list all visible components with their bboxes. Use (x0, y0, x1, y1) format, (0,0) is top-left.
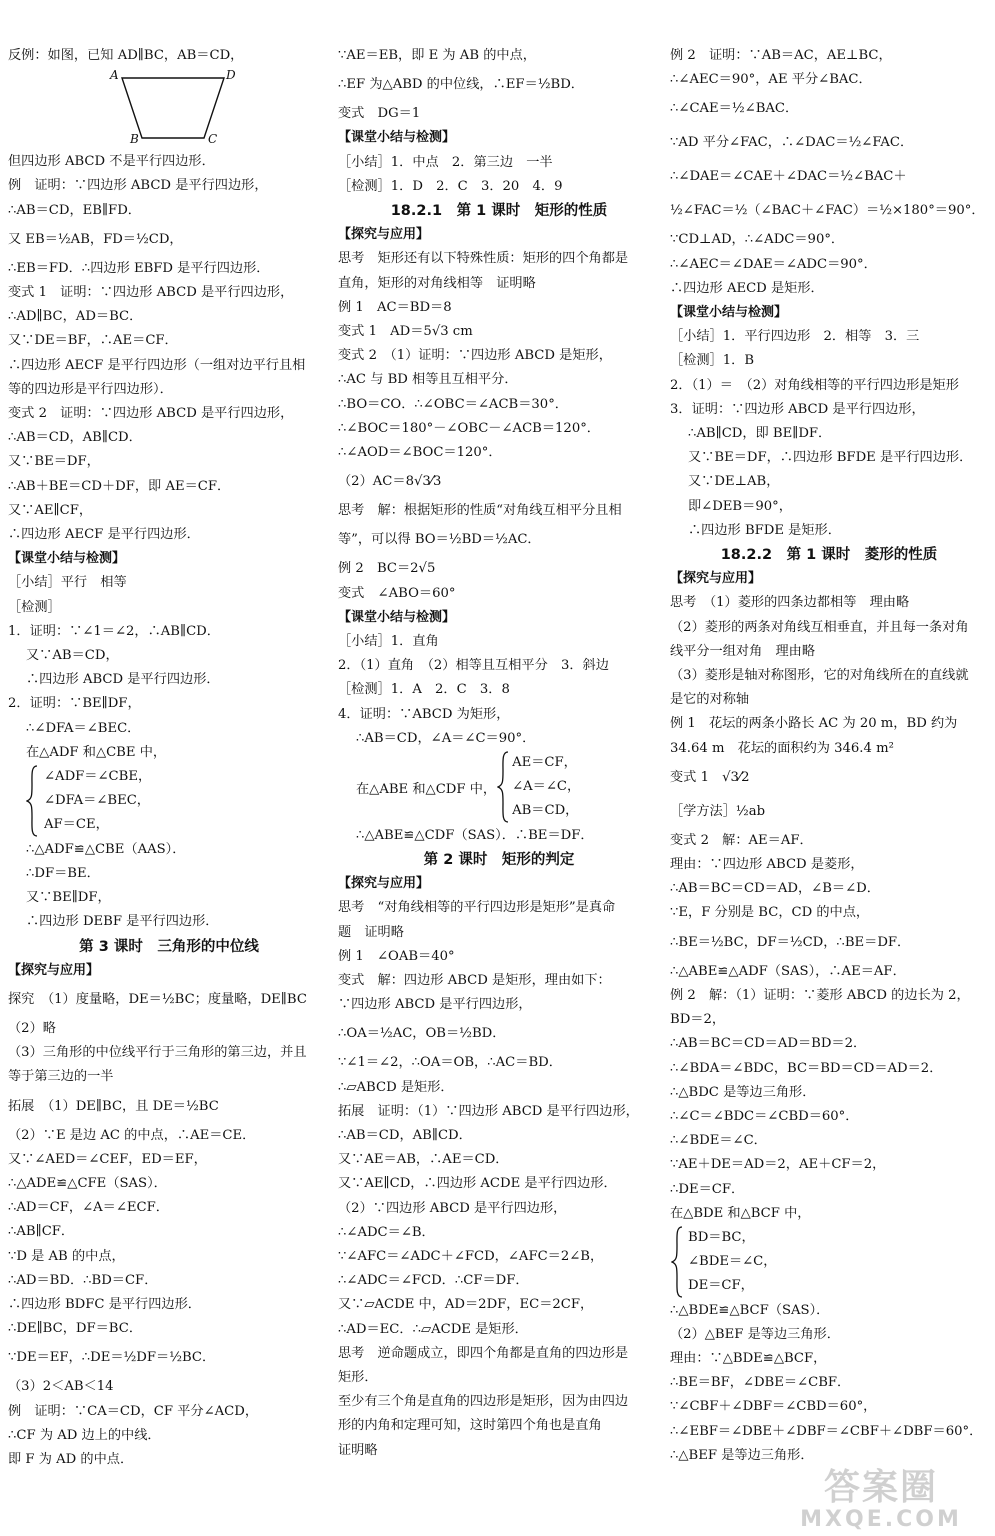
text-line: 又∵AE∥CD，∴四边形 ACDE 是平行四边形． (338, 1176, 617, 1192)
text-line: ∵AE＋DE＝AD＝2，AE＋CF＝2， (670, 1157, 886, 1173)
text-line: 又∵BE∥DF， (26, 890, 111, 906)
text-line: 思考 矩形还有以下特殊性质：矩形的四个角都是 (338, 251, 629, 267)
text-line: ∴AB＝CD，AB∥CD． (338, 1127, 472, 1143)
section-heading: 【课堂小结与检测】 (338, 609, 456, 625)
brace-system (338, 751, 660, 824)
text-line: 思考 （1）菱形的四条边都相等 理由略 (670, 595, 910, 611)
lesson-heading: 18.2.1 第 1 课时 矩形的性质 (390, 203, 608, 220)
text-line: 即 F 为 AD 的中点． (8, 1451, 134, 1467)
text-line: ∵CD⊥AD，∴∠ADC＝90°． (670, 232, 845, 248)
text-line: 等的四边形是平行四边形）． (8, 381, 173, 397)
text-line: 例 2 证明：∵AB＝AC，AE⊥BC， (670, 48, 892, 63)
section-heading: 【探究与应用】 (338, 876, 430, 892)
text-line: ∴AB∥CD，即 BE∥DF． (688, 426, 832, 442)
watermark-logo (771, 1468, 991, 1534)
text-line: ∴∠BDE＝∠C． (670, 1133, 767, 1149)
text-line: 又∵DE⊥AB， (688, 474, 780, 490)
text-line: （2）菱形的两条对角线互相垂直，并且每一条对角 (670, 619, 969, 635)
text-line: ∴DE＝CF． (670, 1181, 745, 1197)
text-line: 反例：如图，已知 AD∥BC，AB＝CD， (8, 48, 244, 63)
text-line: ∴∠AEC＝90°，AE 平分∠BAC． (670, 72, 872, 88)
text-line: 等于第三边的一半 (8, 1069, 114, 1085)
text-line: ∵DE＝EF，∴DE＝½DF＝½BC． (8, 1350, 216, 1366)
text-line: ∠BDE＝∠C， (688, 1254, 777, 1270)
text-line: 理由：∵△BDE≌△BCF， (670, 1350, 827, 1366)
text-line: ∴▱ABCD 是矩形． (338, 1079, 454, 1095)
text-line: 直角，矩形的对角线相等 证明略 (338, 275, 536, 291)
text-line: ∵∠1＝∠2，∴OA＝OB，∴AC＝BD． (338, 1055, 562, 1071)
text-line: 思考 解：根据矩形的性质“对角线互相平分且相 (338, 503, 622, 519)
text-line: ∴BE＝BF，∠DBE＝∠CBF． (670, 1375, 851, 1391)
text-line: ［检测］ (8, 599, 61, 615)
text-line: ∴∠EBF＝∠DBE＋∠DBF＝∠CBF＋∠DBF＝60°． (670, 1423, 983, 1439)
text-line: ∴四边形 AECF 是平行四边形． (8, 527, 200, 543)
text-line: 变式 1 AD＝5√3 cm (338, 324, 473, 340)
text-line: ∴AB∥CF． (8, 1224, 75, 1240)
text-line: ［检测］1．A 2．C 3．8 (338, 682, 510, 698)
text-line: 1．证明：∵∠1＝∠2，∴AB∥CD． (8, 623, 220, 639)
text-line: ∴四边形 BFDE 是矩形． (688, 522, 841, 538)
vertex-label: A (110, 68, 119, 83)
text-line: 2．（1）＝ （2）对角线相等的平行四边形是矩形 (670, 377, 959, 393)
text-line: ∵∠AFC＝∠ADC＋∠FCD，∠AFC＝2∠B， (338, 1248, 604, 1264)
text-line: ∴AC 与 BD 相等且互相平分． (338, 372, 518, 388)
text-line: ［检测］1．B (670, 353, 755, 369)
text-line: 变式 1 √3⁄2 (670, 769, 750, 785)
vertex-label: D (226, 68, 236, 83)
text-line: 又∵AE∥CF， (8, 502, 93, 518)
text-line: 3．证明：∵四边形 ABCD 是平行四边形， (670, 401, 925, 417)
text-line: ［小结］平行 相等 (8, 575, 127, 591)
section-heading: 【课堂小结与检测】 (670, 305, 788, 321)
text-line: ∵E，F 分别是 BC，CD 的中点， (670, 905, 870, 921)
text-line: 证明略 (338, 1442, 378, 1458)
text-line: 变式 2 证明：∵四边形 ABCD 是平行四边形， (8, 406, 294, 422)
brace-icon (26, 765, 38, 837)
text-line: ∴DE∥BC，DF＝BC． (8, 1321, 143, 1337)
text-line: ∵D 是 AB 的中点， (8, 1248, 125, 1264)
text-line: （2）△BEF 是等边三角形． (670, 1326, 840, 1342)
text-line: ［小结］1．直角 (338, 634, 439, 650)
section-heading: 【课堂小结与检测】 (8, 551, 126, 567)
text-line: 变式 DG＝1 (338, 106, 421, 122)
text-line: ∴DF＝BE． (26, 865, 100, 881)
text-line: 思考 逆命题成立，即四个角都是直角的四边形是 (338, 1345, 629, 1361)
vertex-label: B (130, 132, 139, 147)
text-line: ∴△BDC 是等边三角形． (670, 1084, 816, 1100)
text-line: 拓展 证明：（1）∵四边形 ABCD 是平行四边形， (338, 1103, 639, 1119)
trapezoid-figure (108, 68, 248, 150)
text-line: ∴OA＝½AC，OB＝½BD． (338, 1026, 506, 1042)
text-line: ∴AB＋BE＝CD＋DF，即 AE＝CF． (8, 478, 231, 494)
text-line: ∠ADF＝∠CBE， (44, 769, 152, 785)
text-line: 例 2 BC＝2√5 (338, 561, 436, 577)
text-line: 理由：∵四边形 ABCD 是菱形， (670, 857, 864, 873)
column-3 (670, 44, 988, 1468)
text-line: ∴AD＝CF，∠A＝∠ECF． (8, 1200, 169, 1216)
text-line: AB＝CD， (512, 803, 579, 819)
text-line: 变式 1 证明：∵四边形 ABCD 是平行四边形， (8, 285, 294, 301)
text-line: AF＝CE， (44, 817, 109, 833)
text-line: ∵AD 平分∠FAC，∴∠DAC＝½∠FAC． (670, 135, 914, 151)
text-line: 2．证明：∵BE∥DF， (8, 696, 141, 712)
text-line: ∴AB＝CD，AB∥CD． (8, 430, 142, 446)
vertex-label: C (208, 132, 218, 147)
text-line: 题 证明略 (338, 924, 404, 940)
text-line: ∴∠ADC＝∠B． (338, 1224, 435, 1240)
text-line: ∴△ADE≌△CFE（SAS）． (8, 1175, 167, 1191)
text-line: ∴AB＝CD，∠A＝∠C＝90°． (356, 730, 536, 746)
text-line: ∴∠AOD＝∠BOC＝120°． (338, 445, 502, 461)
text-line: ∴∠C＝∠BDC＝∠CBD＝60°． (670, 1108, 859, 1124)
text-line: 是它的对称轴 (670, 692, 750, 708)
brace-icon (671, 1226, 683, 1298)
text-line: （2）∵E 是边 AC 的中点，∴AE＝CE． (8, 1127, 256, 1143)
text-line: ∴△ADF≌△CBE（AAS）． (26, 841, 186, 857)
text-line: ∴AB＝BC＝CD＝AD，∠B＝∠D． (670, 881, 880, 897)
text-line: ∴∠BOC＝180°－∠OBC－∠ACB＝120°． (338, 420, 600, 436)
brace-system (670, 1226, 988, 1299)
text-line: ∴△ABE≌△ADF（SAS），∴AE＝AF． (670, 963, 906, 979)
text-line: ∴CF 为 AD 边上的中线． (8, 1427, 161, 1443)
lesson-heading: 第 3 课时 三角形的中位线 (79, 938, 259, 955)
text-line: ∴∠DFA＝∠BEC． (26, 720, 141, 736)
text-line: 2．（1）直角 （2）相等且互相平分 3．斜边 (338, 658, 609, 674)
watermark-text: 答案圈 (823, 1467, 938, 1508)
text-line: ∠DFA＝∠BEC， (44, 793, 150, 809)
text-line: 又∵AE＝AB，∴AE＝CD． (338, 1152, 509, 1168)
text-line: 又∵AB＝CD， (26, 648, 119, 664)
text-line: （2）略 (8, 1020, 56, 1036)
text-line: 又∵∠AED＝∠CEF，ED＝EF， (8, 1151, 207, 1167)
text-line: （3）2＜AB＜14 (8, 1379, 114, 1395)
text-line: 又∵DE＝BF，∴AE＝CF． (8, 333, 178, 349)
text-line: 又∵BE＝DF， (8, 454, 100, 470)
text-line: ½∠FAC＝½（∠BAC＋∠FAC）＝½×180°＝90°． (670, 203, 985, 219)
text-line: ∴∠BDA＝∠BDC，BC＝BD＝CD＝AD＝2． (670, 1060, 943, 1076)
text-line: DE＝CF， (688, 1278, 754, 1294)
section-heading: 【探究与应用】 (8, 962, 100, 978)
text-line: 线平分一组对角 理由略 (670, 643, 816, 659)
brace-system (8, 765, 330, 838)
text-line: 又 EB＝½AB，FD＝½CD， (8, 231, 183, 247)
text-line: 例 1 花坛的两条小路长 AC 为 20 m，BD 约为 (670, 716, 958, 732)
text-line: 即∠DEB＝90°， (688, 498, 792, 514)
text-line: ∴四边形 BDFC 是平行四边形． (8, 1296, 201, 1312)
text-line: 4．证明：∵ABCD 为矩形， (338, 706, 510, 722)
lesson-heading: 第 2 课时 矩形的判定 (423, 851, 575, 868)
text-line: ∴AD＝BD．∴BD＝CF． (8, 1272, 158, 1288)
text-line: ∴∠CAE＝½∠BAC． (670, 101, 799, 117)
text-line: 在△BDE 和△BCF 中， (670, 1205, 811, 1221)
brace-icon (497, 751, 509, 823)
text-line: ∴EB＝FD．∴四边形 EBFD 是平行四边形． (8, 260, 270, 276)
text-line: ∴△BEF 是等边三角形． (670, 1447, 814, 1463)
text-line: 变式 2 解：AE＝AF． (670, 832, 813, 848)
text-line: 探究 （1）度量略，DE＝½BC；度量略，DE∥BC (8, 991, 307, 1007)
text-line: 形的内角和定理可知，这时第四个角也是直角 (338, 1418, 602, 1434)
text-line: ∵AE＝EB，即 E 为 AB 的中点， (338, 48, 536, 63)
text-line: ∵四边形 ABCD 是平行四边形， (338, 997, 532, 1013)
text-line: 34.64 m 花坛的面积约为 346.4 m² (670, 740, 894, 756)
text-line: ∴AD∥BC，AD＝BC． (8, 309, 143, 325)
text-line: ∴∠DAE＝∠CAE＋∠DAC＝½∠BAC＋ (670, 169, 907, 185)
text-line: 例 证明：∵CA＝CD，CF 平分∠ACD， (8, 1403, 259, 1419)
text-line: 至少有三个角是直角的四边形是矩形，因为由四边 (338, 1394, 629, 1410)
brace-label: 在△ABE 和△CDF 中， (356, 781, 497, 797)
text-line: ［小结］1．中点 2．第三边 一半 (338, 154, 553, 170)
section-heading: 【探究与应用】 (670, 571, 762, 587)
text-line: ∴BE＝½BC，DF＝½CD，∴BE＝DF． (670, 934, 911, 950)
watermark-url: MXQE.COM (800, 1507, 962, 1532)
text-line: ∴∠ADC＝∠FCD．∴CF＝DF． (338, 1273, 529, 1289)
text-line: ∴△BDE≌△BCF（SAS）． (670, 1302, 830, 1318)
column-1 (8, 44, 330, 1472)
text-line: （3）三角形的中位线平行于三角形的第三边，并且 (8, 1045, 307, 1061)
text-line: ∴四边形 ABCD 是平行四边形． (26, 672, 220, 688)
lesson-heading: 18.2.2 第 1 课时 菱形的性质 (720, 547, 938, 564)
text-line: 例 1 AC＝BD＝8 (338, 299, 452, 315)
text-line: ∵∠CBF＋∠DBF＝∠CBD＝60°， (670, 1399, 877, 1415)
text-line: ∴四边形 DEBF 是平行四边形． (26, 914, 219, 930)
text-line: AE＝CF， (512, 755, 577, 771)
text-line: ∴△ABE≌△CDF（SAS）．∴BE＝DF． (356, 827, 594, 843)
text-line: BD＝BC， (688, 1229, 755, 1245)
text-line: 变式 解：四边形 ABCD 是矩形，理由如下： (338, 972, 611, 988)
text-line: ［小结］1．平行四边形 2．相等 3．三 (670, 329, 920, 345)
text-line: ∴BO＝CO．∴∠OBC＝∠ACB＝30°． (338, 396, 568, 412)
text-line: （2）AC＝8√3⁄3 (338, 474, 442, 490)
text-line: BD＝2， (670, 1012, 726, 1028)
text-line: 思考 “对角线相等的平行四边形是矩形”是真命 (338, 900, 616, 916)
text-line: ∴AD＝EC．∴▱ACDE 是矩形． (338, 1321, 528, 1337)
text-line: （3）菱形是轴对称图形，它的对角线所在的直线就 (670, 668, 969, 684)
section-heading: 【课堂小结与检测】 (338, 130, 456, 146)
text-line: 又∵BE＝DF，∴四边形 BFDE 是平行四边形． (688, 450, 973, 466)
text-line: 在△ADF 和△CBE 中， (26, 744, 167, 760)
text-line: ［学方法］½ab (670, 803, 766, 819)
text-line: 变式 ∠ABO＝60° (338, 585, 456, 601)
text-line: ∴AB＝CD，EB∥FD． (8, 202, 141, 218)
text-line: ∴AB＝BC＝CD＝AD＝BD＝2． (670, 1036, 867, 1052)
text-line: 例 2 解：（1）证明：∵菱形 ABCD 的边长为 2， (670, 987, 970, 1003)
text-line: 等”，可以得 BO＝½BD＝½AC． (338, 532, 541, 548)
text-line: ［检测］1．D 2．C 3．20 4．9 (338, 178, 563, 194)
text-line: ∠A＝∠C， (512, 779, 581, 795)
section-heading: 【探究与应用】 (338, 227, 430, 243)
text-line: 又∵▱ACDE 中，AD＝2DF，EC＝2CF， (338, 1297, 594, 1313)
text-line: 例 证明：∵四边形 ABCD 是平行四边形， (8, 178, 268, 194)
text-line: ∴四边形 AECD 是矩形． (670, 280, 824, 296)
text-line: 但四边形 ABCD 不是平行四边形． (8, 154, 215, 170)
text-line: ∴四边形 AECF 是平行四边形（一组对边平行且相 (8, 357, 306, 373)
text-line: ∴EF 为△ABD 的中位线，∴EF＝½BD． (338, 77, 584, 93)
text-line: （2）∵四边形 ABCD 是平行四边形， (338, 1200, 567, 1216)
brace-group (496, 751, 580, 824)
column-2 (338, 44, 660, 1463)
text-line: 拓展 （1）DE∥BC，且 DE＝½BC (8, 1098, 219, 1114)
text-line: 变式 2 （1）证明：∵四边形 ABCD 是矩形， (338, 348, 612, 364)
text-line: 例 1 ∠OAB＝40° (338, 948, 455, 964)
text-line: 矩形． (338, 1369, 378, 1385)
text-line: ∴∠AEC＝∠DAE＝∠ADC＝90°． (670, 256, 877, 272)
